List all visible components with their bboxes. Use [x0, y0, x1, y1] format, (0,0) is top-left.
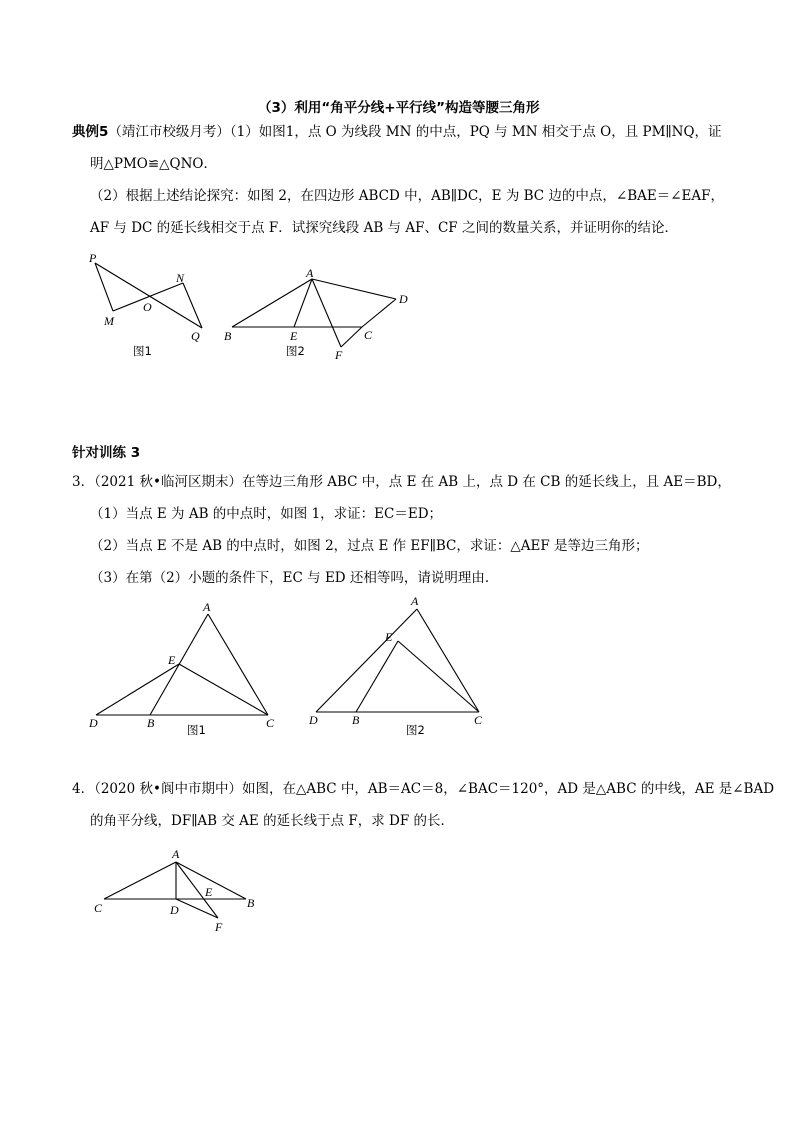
label-F: F [335, 348, 343, 362]
label-P: P [89, 251, 97, 265]
label-M: M [104, 314, 114, 328]
label-D: D [309, 713, 318, 727]
label-B: B [224, 329, 232, 343]
label-A: A [411, 594, 419, 608]
label-C: C [266, 716, 275, 730]
label-B: B [147, 716, 155, 730]
label-D: D [399, 292, 408, 306]
segment-CA [104, 862, 176, 899]
figure1-caption: 图1 [187, 723, 206, 737]
training3-line3: （2）当点 E 不是 AB 的中点时，如图 2，过点 E 作 EF∥BC，求证：△AEF 是等边三角形； [90, 538, 649, 554]
segment-DF [176, 899, 218, 918]
figure2-caption: 图2 [406, 723, 425, 737]
example5-line3: （2）根据上述结论探究：如图 2，在四边形 ABCD 中，AB∥DC，E 为 BC 边的中点，∠BAE＝∠EAF， [90, 188, 725, 204]
label-N: N [176, 271, 185, 285]
example5-label: 典例5 [72, 124, 109, 140]
label-D: D [89, 716, 98, 730]
label-E: E [168, 653, 176, 667]
example5-text1: （靖江市校级月考）（1）如图1，点 O 为线段 MN 的中点，PQ 与 MN 相交于点 O，且 PM∥NQ，证 [108, 124, 722, 140]
figure2-caption: 图2 [286, 344, 305, 358]
figure1-caption: 图1 [133, 344, 152, 358]
problem4-line1: 4．（2020 秋•阆中市期中）如图，在△ABC 中，AB＝AC＝8，∠BAC＝120°，AD 是△ABC 的中线，AE 是∠BAD [72, 781, 775, 797]
training3-line4: （3）在第（2）小题的条件下，EC 与 ED 还相等吗，请说明理由． [90, 570, 499, 586]
label-F: F [215, 920, 223, 934]
training3-line1: 3．（2021 秋•临河区期末）在等边三角形 ABC 中，点 E 在 AB 上，点 D 在 CB 的延长线上，且 AE＝BD， [72, 474, 731, 490]
label-B: B [247, 896, 255, 910]
label-C: C [364, 328, 373, 342]
training3-heading: 针对训练 3 [72, 445, 141, 461]
label-E: E [385, 630, 393, 644]
label-C: C [474, 713, 483, 727]
training3-line2: （1）当点 E 为 AB 的中点时，如图 1，求证：EC＝ED； [90, 506, 443, 522]
label-O: O [143, 300, 152, 314]
label-B: B [352, 713, 360, 727]
label-Q: Q [191, 329, 200, 343]
label-D: D [170, 903, 179, 917]
label-A: A [172, 847, 180, 861]
label-C: C [94, 901, 103, 915]
label-A: A [203, 600, 211, 614]
section-title: （3）利用“角平分线+平行线”构造等腰三角形 [258, 100, 540, 116]
label-A: A [306, 266, 314, 280]
example5-line4: AF 与 DC 的延长线相交于点 F．试探究线段 AB 与 AF、CF 之间的数量关系，并证明你的结论． [90, 220, 678, 236]
label-E: E [205, 885, 213, 899]
label-E: E [290, 329, 298, 343]
problem4-line2: 的角平分线，DF∥AB 交 AE 的延长线于点 F，求 DF 的长． [90, 813, 455, 829]
example5-line2: 明△PMO≌△QNO． [90, 156, 217, 172]
